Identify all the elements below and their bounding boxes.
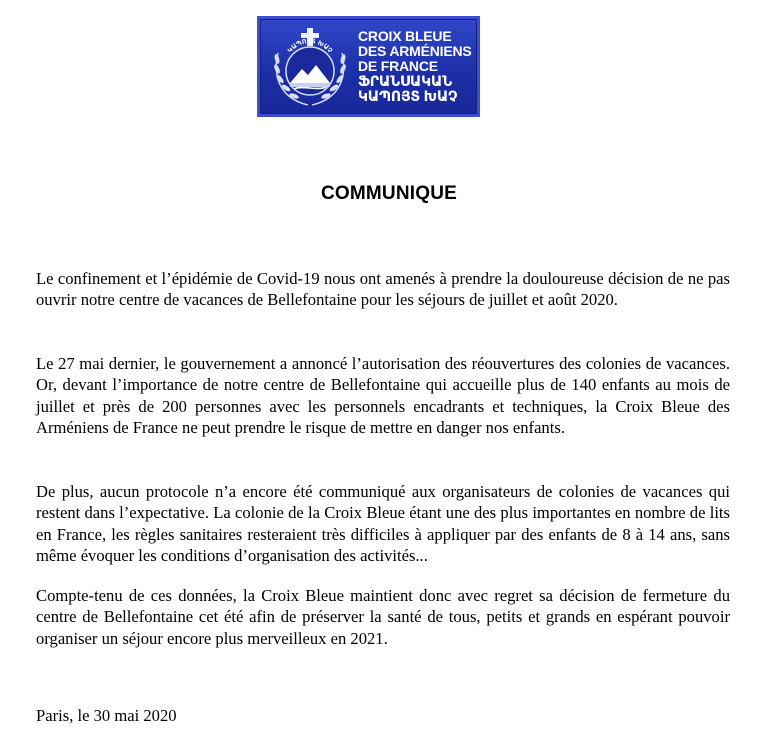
logo-line-2: DES ARMÉNIENS [358, 43, 472, 59]
logo-line-3: DE FRANCE [358, 58, 438, 74]
paragraph-3: De plus, aucun protocole n’a encore été communiqué aux organisateurs de colonies de vacances qui restent dans l’expectative. La colonie de la Croix Bleue étant une des plus importantes en nombre de lits en France, les règles sanitaires resteraient très difficiles à appliquer par des enfants de 8 à 14 ans, sans même évoquer les conditions d’organisation des activités... [36, 482, 730, 565]
emblem-text: ԿԱՊՈՅՏ ԽԱՉ [286, 37, 334, 55]
logo-line-4: ՖՐԱՆՍԱԿԱՆ [358, 73, 452, 89]
document-title: COMMUNIQUE [320, 183, 458, 204]
logo-text [358, 29, 472, 104]
logo-line-5: ԿԱՊՈՅՏ ԽԱՉ [358, 88, 458, 104]
signature-place-date: Paris, le 30 mai 2020 [36, 706, 177, 725]
logo-line-1: CROIX BLEUE [358, 28, 452, 44]
paragraph-4: Compte-tenu de ces données, la Croix Bleue maintient donc avec regret sa décision de fermeture du centre de Bellefontaine cet été afin de préserver la santé de tous, petits et grands en espérant pouvoir organiser un séjour encore plus merveilleux en 2021. [36, 586, 730, 648]
emblem-icon [268, 25, 352, 109]
organization-logo [257, 16, 480, 117]
paragraph-2: Le 27 mai dernier, le gouvernement a annoncé l’autorisation des réouvertures des colonies de vacances. Or, devant l’importance de notre centre de Bellefontaine qui accueille plus de 140 enfants au mois de juillet et près de 200 personnes avec les personnels encadrants et techniques, la Croix Bleue des Arméniens de France ne peut prendre le risque de mettre en danger nos enfants. [36, 354, 730, 437]
paragraph-1: Le confinement et l’épidémie de Covid-19 nous ont amenés à prendre la douloureuse décision de ne pas ouvrir notre centre de vacances de Bellefontaine pour les séjours de juillet et août 2020. [36, 269, 730, 310]
